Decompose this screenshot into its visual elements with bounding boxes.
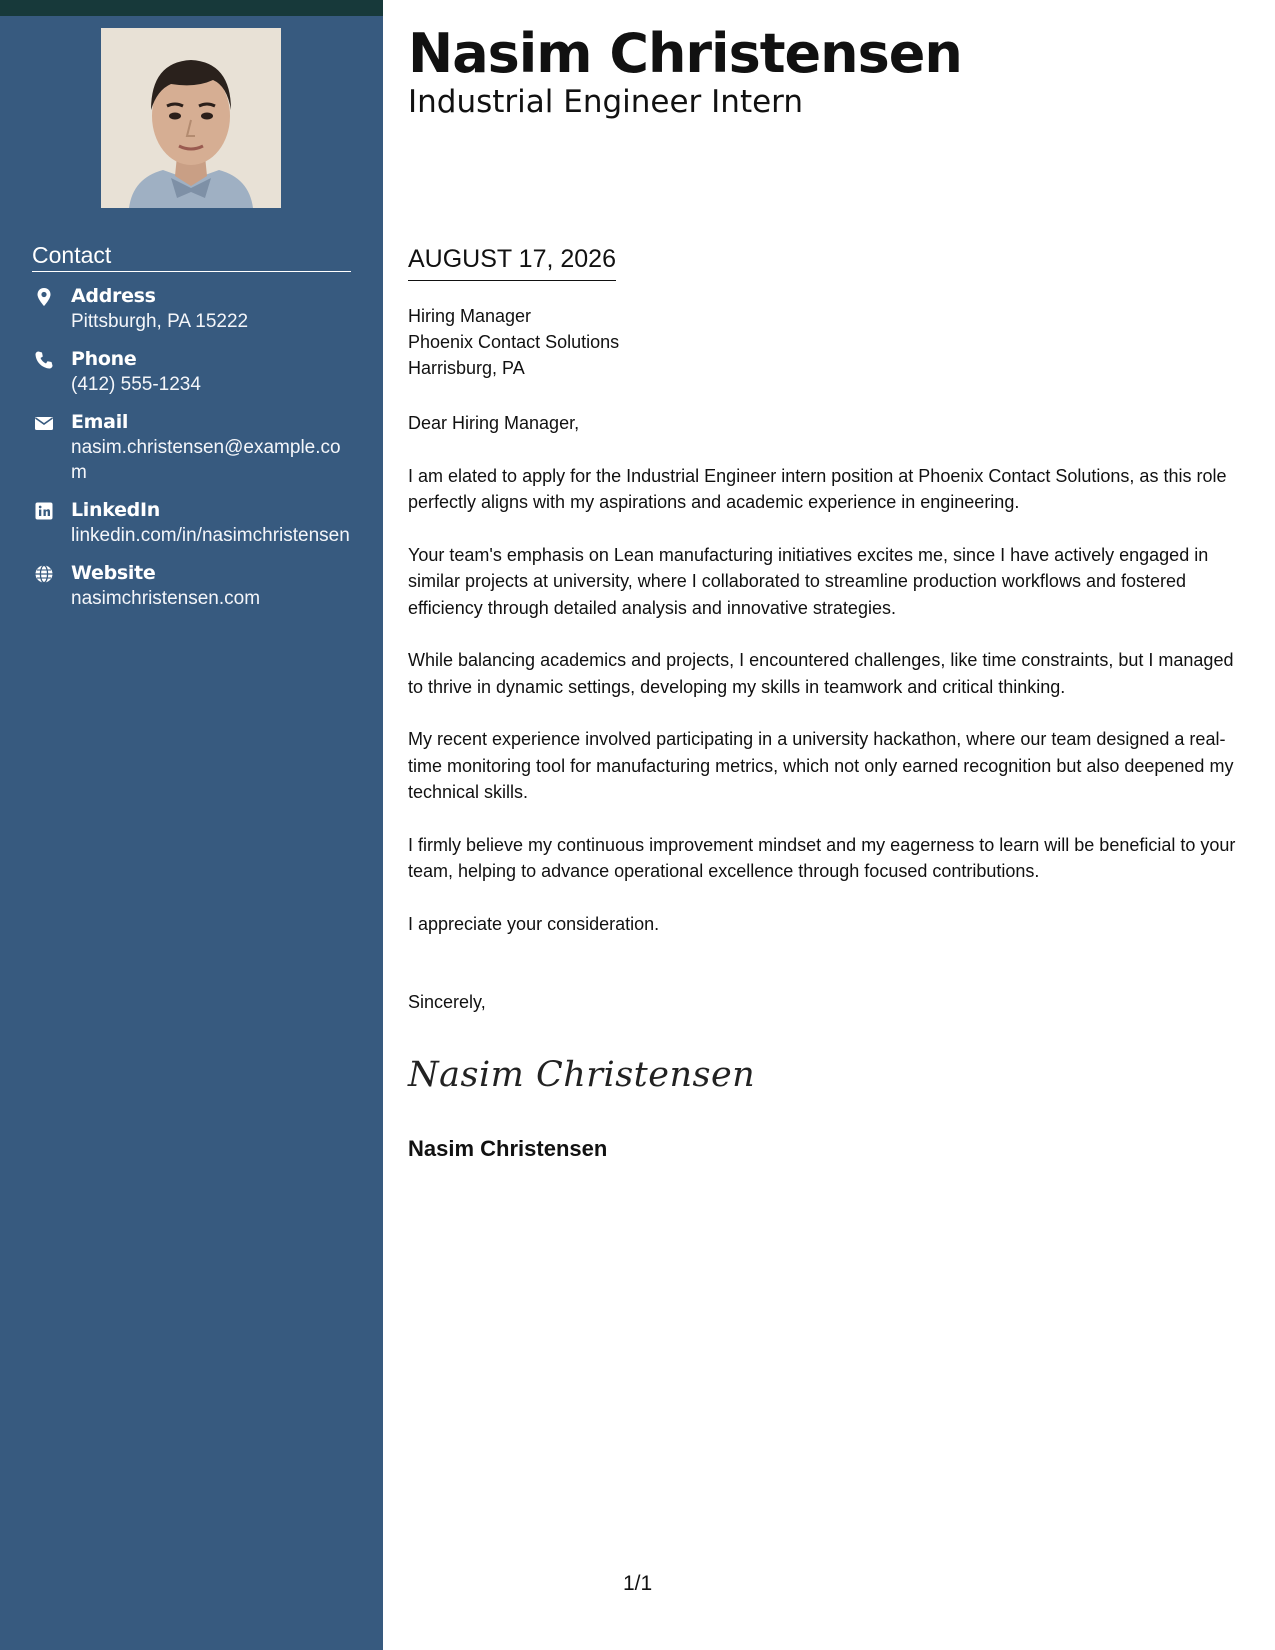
contact-list (32, 284, 351, 624)
contact-item-address (32, 284, 351, 334)
linkedin-icon (34, 501, 54, 521)
sidebar (0, 0, 383, 1650)
globe-icon (34, 564, 54, 584)
recipient-block (408, 303, 619, 381)
paragraph: Your team's emphasis on Lean manufacturing initiatives excites me, since I have actively engaged in similar projects at university, where I collaborated to streamline production workflows and fostered efficiency through detailed analysis and innovative strategies. (408, 544, 1209, 618)
paragraph: I appreciate your consideration. (408, 913, 660, 934)
closing: Sincerely, (408, 992, 486, 1012)
paragraph: I am elated to apply for the Industrial Engineer intern position at Phoenix Contact Solutions, as this role perfectly aligns with my aspirations and academic experience in engineering. (408, 465, 1227, 512)
contact-item-phone (32, 347, 351, 397)
contact-item-linkedin (32, 498, 351, 548)
handwritten-signature: Nasim Christensen (408, 1055, 756, 1095)
contact-label-linkedin: LinkedIn (71, 499, 160, 521)
contact-value-website[interactable]: nasimchristensen.com (71, 588, 261, 609)
paragraph: I firmly believe my continuous improvement mindset and my eagerness to learn will be beneficial to your team, helping to advance operational excellence through focused contributions. (408, 834, 1236, 881)
letter-text (408, 410, 1248, 963)
salutation: Dear Hiring Manager, (408, 413, 580, 433)
recipient-name: Hiring Manager (408, 306, 532, 326)
recipient-company: Phoenix Contact Solutions (408, 332, 620, 352)
recipient-location: Harrisburg, PA (408, 358, 525, 378)
phone-icon (34, 350, 54, 370)
contact-value-phone: (412) 555-1234 (71, 374, 201, 395)
contact-item-email (32, 410, 351, 485)
contact-value-email[interactable]: nasim.christensen@example.com (71, 437, 341, 483)
paragraph: My recent experience involved participating in a university hackathon, where our team designed a real-time monitoring tool for manufacturing metrics, which not only earned recognition but also deepened my technical skills. (408, 729, 1234, 802)
contact-value-linkedin[interactable]: linkedin.com/in/nasimchristensen (71, 525, 350, 546)
sidebar-top-bar (0, 0, 383, 16)
paragraph: While balancing academics and projects, I encountered challenges, like time constraints, but I managed to thrive in dynamic settings, developing my skills in teamwork and critical thinking. (408, 650, 1234, 697)
contact-item-website (32, 561, 351, 611)
applicant-name: Nasim Christensen (408, 22, 962, 85)
contact-label-email: Email (71, 411, 129, 433)
applicant-role: Industrial Engineer Intern (408, 84, 804, 120)
location-pin-icon (34, 287, 54, 307)
signer-name: Nasim Christensen (408, 1136, 608, 1161)
letter-date: AUGUST 17, 2026 (408, 243, 616, 281)
contact-label-phone: Phone (71, 348, 137, 370)
page-number: 1/1 (623, 1572, 653, 1595)
envelope-icon (34, 413, 54, 433)
avatar (101, 28, 281, 208)
contact-value-address: Pittsburgh, PA 15222 (71, 311, 249, 332)
contact-label-address: Address (71, 285, 156, 307)
contact-heading: Contact (32, 240, 351, 272)
profile-photo (101, 28, 281, 208)
contact-label-website: Website (71, 562, 156, 584)
